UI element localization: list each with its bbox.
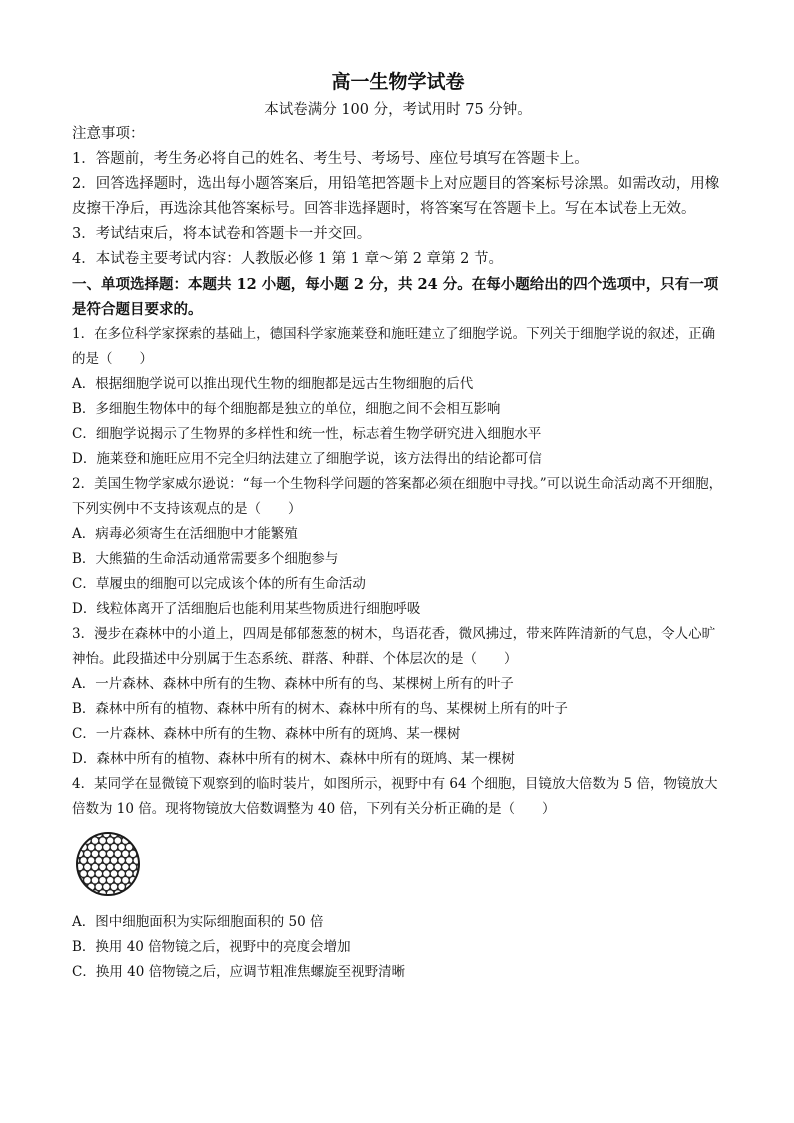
cell-shape: [88, 870, 95, 877]
cell-shape: [84, 890, 91, 897]
cell-shape: [110, 857, 117, 864]
cell-shape: [103, 857, 110, 864]
cell-shape: [114, 877, 121, 884]
cell-shape: [129, 863, 136, 870]
cell-shape: [107, 850, 114, 857]
section-heading: 一、单项选择题：本题共 12 小题，每小题 2 分，共 24 分。在每小题给出的四个选项中，只有一项是符合题目要求的。: [72, 276, 719, 318]
cell-shape: [95, 857, 102, 864]
option-c: C．一片森林、森林中所有的生物、森林中所有的斑鸠、某一棵树: [72, 726, 461, 742]
cell-shape: [122, 863, 129, 870]
option-b: B．森林中所有的植物、森林中所有的树木、森林中所有的鸟、某棵树上所有的叶子: [72, 701, 568, 717]
cell-shape: [107, 863, 114, 870]
option-c: C．换用 40 倍物镜之后，应调节粗准焦螺旋至视野清晰: [72, 964, 406, 980]
cell-shape: [137, 877, 142, 884]
exam-page: [72, 68, 724, 985]
cell-shape: [122, 850, 129, 857]
option-a: A．一片森林、森林中所有的生物、森林中所有的鸟、某棵树上所有的叶子: [72, 676, 514, 692]
cell-shape: [80, 857, 87, 864]
cell-shape: [103, 844, 110, 851]
option-c: C．草履虫的细胞可以完成该个体的所有生命活动: [72, 576, 366, 592]
cell-shape: [107, 877, 114, 884]
question-stem: 2．美国生物学家威尔逊说：“每一个生物科学问题的答案都必须在细胞中寻找。”可以说生命活动离不开细胞，下列实例中不支持该观点的是（ ）: [72, 476, 723, 517]
notice-item: 4．本试卷主要考试内容：人教版必修 1 第 1 章～第 2 章第 2 节。: [72, 251, 503, 267]
cell-shape: [88, 844, 95, 851]
option-d: D．线粒体离开了活细胞后也能利用某些物质进行细胞呼吸: [72, 601, 421, 617]
cell-shape: [80, 870, 87, 877]
question-stem: 4．某同学在显微镜下观察到的临时装片，如图所示，视野中有 64 个细胞，目镜放大倍数为 5 倍，物镜放大倍数为 10 倍。现将物镜放大倍数调整为 40 倍，下列有关分析正确的是（ ）: [72, 776, 718, 817]
cell-shape: [95, 870, 102, 877]
exam-info: 本试卷满分 100 分，考试用时 75 分钟。: [264, 102, 532, 118]
cell-shape: [74, 830, 80, 837]
option-c: C．细胞学说揭示了生物界的多样性和统一性，标志着生物学研究进入细胞水平: [72, 426, 542, 442]
question-1: [72, 322, 724, 472]
cell-shape: [91, 850, 98, 857]
cell-shape: [114, 850, 121, 857]
cell-shape: [110, 870, 117, 877]
option-b: B．大熊猫的生命活动通常需要多个细胞参与: [72, 551, 339, 567]
cell-shape: [114, 837, 121, 844]
cell-shape: [129, 890, 136, 897]
cell-shape: [103, 870, 110, 877]
notice-item: 3．考试结束后，将本试卷和答题卡一并交回。: [72, 226, 372, 242]
cell-shape: [74, 883, 80, 890]
cell-shape: [126, 870, 133, 877]
option-a: A．图中细胞面积为实际细胞面积的 50 倍: [72, 914, 324, 930]
cell-shape: [118, 844, 125, 851]
notice-item: 2．回答选择题时，选出每小题答案后，用铅笔把答题卡上对应题目的答案标号涂黑。如需改动，用橡皮擦干净后，再选涂其他答案标号。回答非选择题时，将答案写在答题卡上。写在本试卷上无效。: [72, 176, 720, 217]
cell-shape: [126, 830, 133, 837]
question-2: [72, 472, 724, 622]
cell-shape: [137, 837, 142, 844]
cell-shape: [91, 863, 98, 870]
notice-item: 1．答题前，考生务必将自己的姓名、考生号、考场号、座位号填写在答题卡上。: [72, 151, 589, 167]
option-b: B．换用 40 倍物镜之后，视野中的亮度会增加: [72, 939, 351, 955]
cell-shape: [110, 844, 117, 851]
option-d: D．施莱登和施旺应用不完全归纳法建立了细胞学说，该方法得出的结论都可信: [72, 451, 542, 467]
cell-shape: [80, 830, 87, 837]
cell-shape: [88, 857, 95, 864]
cell-shape: [76, 890, 83, 897]
option-a: A．病毒必须寄生在活细胞中才能繁殖: [72, 526, 298, 542]
question-4: [72, 772, 724, 985]
cell-shape: [133, 830, 140, 837]
question-stem: 3．漫步在森林中的小道上，四周是郁郁葱葱的树木，鸟语花香，微风拂过，带来阵阵清新的气息，令人心旷神怡。此段描述中分别属于生态系统、群落、种群、个体层次的是（ ）: [72, 626, 716, 667]
cell-shape: [114, 863, 121, 870]
option-b: B．多细胞生物体中的每个细胞都是独立的单位，细胞之间不会相互影响: [72, 401, 501, 417]
cell-shape: [84, 877, 91, 884]
cell-shape: [84, 850, 91, 857]
page-title: 高一生物学试卷: [331, 71, 465, 93]
cell-shape: [99, 837, 106, 844]
cell-shape: [91, 877, 98, 884]
cell-shape: [110, 883, 117, 890]
cell-shape: [84, 863, 91, 870]
question-3: [72, 622, 724, 772]
notice-heading: 注意事项：: [72, 126, 145, 142]
cell-shape: [122, 877, 129, 884]
option-d: D．森林中所有的植物、森林中所有的树木、森林中所有的斑鸠、某一棵树: [72, 751, 515, 767]
cell-shape: [126, 857, 133, 864]
cell-shape: [95, 844, 102, 851]
cell-shape: [118, 857, 125, 864]
cell-shape: [133, 883, 140, 890]
cell-shape: [74, 844, 80, 851]
cell-shape: [107, 837, 114, 844]
cell-shape: [99, 863, 106, 870]
cell-shape: [95, 883, 102, 890]
cell-shape: [103, 883, 110, 890]
option-a: A．根据细胞学说可以推出现代生物的细胞都是远古生物细胞的后代: [72, 376, 474, 392]
cell-shape: [99, 877, 106, 884]
cell-shape: [99, 850, 106, 857]
cell-shape: [118, 870, 125, 877]
cell-shape: [137, 890, 142, 897]
cells-in-field-icon: [74, 830, 142, 898]
question-stem: 1．在多位科学家探索的基础上，德国科学家施莱登和施旺建立了细胞学说。下列关于细胞学说的叙述，正确的是（ ）: [72, 326, 716, 367]
cell-shape: [76, 837, 83, 844]
microscope-field-figure: [72, 822, 724, 910]
